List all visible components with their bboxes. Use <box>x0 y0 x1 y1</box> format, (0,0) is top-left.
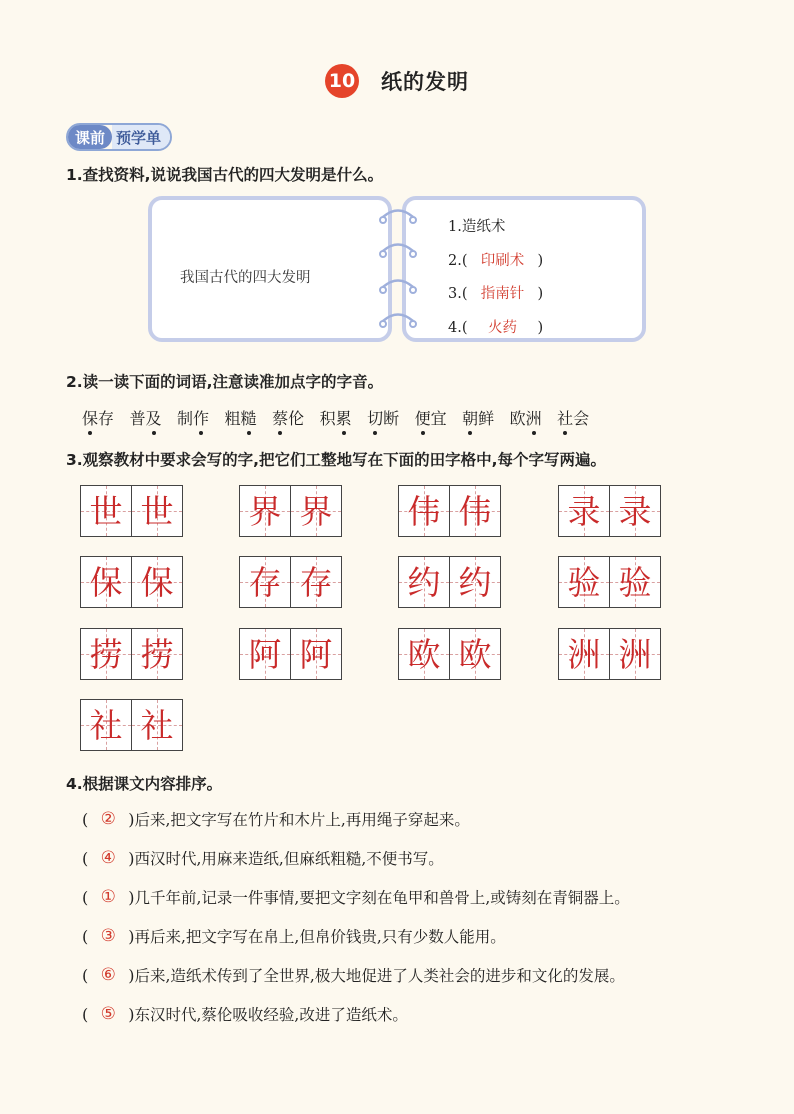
practice-character: 存 <box>248 562 282 602</box>
invention-suffix: ) <box>537 319 544 336</box>
order-number: ④ <box>100 848 116 868</box>
practice-character: 欧 <box>458 634 492 674</box>
vocab-word-text: 蔡伦 <box>272 409 305 428</box>
section-badge <box>66 123 172 151</box>
tianzige-box <box>239 485 342 537</box>
ordering-item <box>82 886 630 908</box>
tianzige-cell <box>449 557 500 607</box>
vocab-word-text: 便宜 <box>414 409 447 428</box>
tianzige-cell <box>559 486 609 536</box>
practice-character: 世 <box>140 491 174 531</box>
vocab-word-text: 切断 <box>367 409 400 428</box>
order-text: 后来,造纸术传到了全世界,极大地促进了人类社会的进步和文化的发展。 <box>134 967 625 985</box>
ordering-item <box>82 964 625 986</box>
vocab-word-text: 保存 <box>82 409 115 428</box>
practice-character: 社 <box>140 705 174 745</box>
vocab-word-text: 普及 <box>129 409 162 428</box>
tianzige-box <box>239 628 342 680</box>
tianzige-cell <box>131 557 182 607</box>
practice-character: 世 <box>89 491 123 531</box>
practice-character: 捞 <box>89 634 123 674</box>
paren-close: ) <box>128 809 135 829</box>
vocab-word-text: 欧洲 <box>509 409 542 428</box>
invention-item <box>448 248 543 282</box>
tianzige-cell <box>609 557 660 607</box>
lesson-title: 纸的发明 <box>381 70 469 94</box>
practice-character: 约 <box>407 562 441 602</box>
tianzige-cell <box>399 486 449 536</box>
practice-character: 洲 <box>618 634 652 674</box>
vocab-word <box>510 406 542 429</box>
pronunciation-dot-icon <box>532 431 536 435</box>
ordering-item <box>82 1003 408 1025</box>
paren-open: ( <box>82 1004 89 1024</box>
tianzige-box <box>558 628 661 680</box>
tianzige-box <box>398 556 501 608</box>
invention-prefix: 3.( <box>448 286 468 302</box>
practice-character: 界 <box>248 491 282 531</box>
tianzige-cell <box>449 629 500 679</box>
vocab-word <box>367 406 399 429</box>
paren-close: ) <box>128 926 135 946</box>
question-2-prompt: 2.读一读下面的词语,注意读准加点字的字音。 <box>66 373 384 391</box>
tianzige-cell <box>240 486 290 536</box>
tianzige-cell <box>290 629 341 679</box>
invention-answer: 火药 <box>488 319 517 336</box>
notebook-left-page <box>148 196 392 342</box>
tianzige-cell <box>399 557 449 607</box>
tianzige-box <box>558 556 661 608</box>
pronunciation-dot-icon <box>421 431 425 435</box>
order-text: 西汉时代,用麻来造纸,但麻纸粗糙,不便书写。 <box>134 850 444 868</box>
invention-prefix: 2.( <box>448 252 468 269</box>
tianzige-box <box>80 699 183 751</box>
invention-answer: 印刷术 <box>480 252 525 269</box>
badge-part1: 课前 <box>68 125 112 149</box>
paren-open: ( <box>82 848 89 868</box>
order-number: ③ <box>100 926 116 946</box>
paren-close: ) <box>128 887 135 907</box>
practice-character: 伟 <box>407 491 441 531</box>
pronunciation-dot-icon <box>563 431 567 435</box>
inventions-list <box>448 214 543 348</box>
practice-character: 界 <box>299 491 333 531</box>
inventions-notebook <box>148 196 648 346</box>
practice-character: 保 <box>89 562 123 602</box>
paren-open: ( <box>82 965 89 985</box>
ordering-item <box>82 808 470 830</box>
practice-character: 验 <box>567 562 601 602</box>
vocab-word <box>82 406 114 429</box>
tianzige-box <box>398 628 501 680</box>
pronunciation-dot-icon <box>278 431 282 435</box>
paren-close: ) <box>128 965 135 985</box>
practice-character: 捞 <box>140 634 174 674</box>
vocab-word <box>320 406 352 429</box>
invention-item <box>448 214 543 248</box>
vocab-word <box>225 406 257 429</box>
tianzige-cell <box>399 629 449 679</box>
badge-part2: 预学单 <box>112 125 170 149</box>
tianzige-box <box>80 485 183 537</box>
tianzige-cell <box>131 700 182 750</box>
tianzige-box <box>80 556 183 608</box>
invention-prefix: 1.造纸术 <box>448 219 506 235</box>
order-number: ⑥ <box>100 965 116 985</box>
tianzige-cell <box>81 557 131 607</box>
practice-character: 验 <box>618 562 652 602</box>
invention-suffix: ) <box>537 252 544 269</box>
tianzige-cell <box>240 629 290 679</box>
invention-item <box>448 281 543 315</box>
question-1-prompt: 1.查找资料,说说我国古代的四大发明是什么。 <box>66 166 384 184</box>
practice-character: 约 <box>458 562 492 602</box>
binder-ring-icon <box>376 208 420 228</box>
vocab-word-text: 朝鲜 <box>462 409 495 428</box>
tianzige-cell <box>449 486 500 536</box>
practice-character: 录 <box>618 491 652 531</box>
tianzige-box <box>239 556 342 608</box>
paren-open: ( <box>82 926 89 946</box>
pronunciation-dot-icon <box>88 431 92 435</box>
practice-character: 社 <box>89 705 123 745</box>
question-4-prompt: 4.根据课文内容排序。 <box>66 775 223 793</box>
invention-prefix: 4.( <box>448 319 468 336</box>
vocab-word-text: 粗糙 <box>224 409 257 428</box>
tianzige-cell <box>290 486 341 536</box>
notebook-right-page <box>402 196 646 342</box>
vocab-word <box>462 406 494 429</box>
lesson-number-badge: 10 <box>325 64 359 98</box>
order-text: 几千年前,记录一件事情,要把文字刻在龟甲和兽骨上,或铸刻在青铜器上。 <box>134 889 630 907</box>
practice-character: 欧 <box>407 634 441 674</box>
practice-character: 伟 <box>458 491 492 531</box>
order-text: 后来,把文字写在竹片和木片上,再用绳子穿起来。 <box>134 811 470 829</box>
lesson-header <box>0 64 794 98</box>
paren-close: ) <box>128 848 135 868</box>
tianzige-cell <box>290 557 341 607</box>
binder-ring-icon <box>376 242 420 262</box>
tianzige-cell <box>559 557 609 607</box>
tianzige-cell <box>609 486 660 536</box>
tianzige-cell <box>81 700 131 750</box>
vocab-word <box>177 406 209 429</box>
tianzige-cell <box>131 486 182 536</box>
paren-open: ( <box>82 887 89 907</box>
vocab-word-text: 积累 <box>319 409 352 428</box>
order-number: ⑤ <box>100 1004 116 1024</box>
tianzige-cell <box>609 629 660 679</box>
practice-character: 保 <box>140 562 174 602</box>
invention-suffix: ) <box>537 286 544 302</box>
vocab-word-list <box>82 406 589 429</box>
pronunciation-dot-icon <box>342 431 346 435</box>
paren-close: ) <box>128 1004 135 1024</box>
tianzige-cell <box>131 629 182 679</box>
vocab-word <box>130 406 162 429</box>
notebook-left-text: 我国古代的四大发明 <box>180 270 311 286</box>
tianzige-box <box>80 628 183 680</box>
vocab-word <box>557 406 589 429</box>
order-text: 东汉时代,蔡伦吸收经验,改进了造纸术。 <box>134 1006 408 1024</box>
practice-character: 录 <box>567 491 601 531</box>
order-number: ② <box>100 809 116 829</box>
question-3-prompt: 3.观察教材中要求会写的字,把它们工整地写在下面的田字格中,每个字写两遍。 <box>66 451 606 469</box>
invention-item <box>448 315 543 349</box>
tianzige-box <box>558 485 661 537</box>
tianzige-cell <box>81 486 131 536</box>
practice-character: 阿 <box>299 634 333 674</box>
binder-ring-icon <box>376 278 420 298</box>
invention-answer: 指南针 <box>480 286 525 302</box>
pronunciation-dot-icon <box>247 431 251 435</box>
pronunciation-dot-icon <box>152 431 156 435</box>
vocab-word <box>272 406 304 429</box>
tianzige-cell <box>81 629 131 679</box>
tianzige-cell <box>240 557 290 607</box>
paren-open: ( <box>82 809 89 829</box>
pronunciation-dot-icon <box>468 431 472 435</box>
vocab-word-text: 制作 <box>177 409 210 428</box>
order-number: ① <box>100 887 116 907</box>
tianzige-cell <box>559 629 609 679</box>
practice-character: 阿 <box>248 634 282 674</box>
pronunciation-dot-icon <box>373 431 377 435</box>
binder-ring-icon <box>376 312 420 332</box>
pronunciation-dot-icon <box>199 431 203 435</box>
order-text: 再后来,把文字写在帛上,但帛价钱贵,只有少数人能用。 <box>134 928 506 946</box>
tianzige-box <box>398 485 501 537</box>
vocab-word <box>415 406 447 429</box>
vocab-word-text: 社会 <box>557 409 590 428</box>
practice-character: 存 <box>299 562 333 602</box>
practice-character: 洲 <box>567 634 601 674</box>
ordering-item <box>82 925 506 947</box>
ordering-item <box>82 847 444 869</box>
